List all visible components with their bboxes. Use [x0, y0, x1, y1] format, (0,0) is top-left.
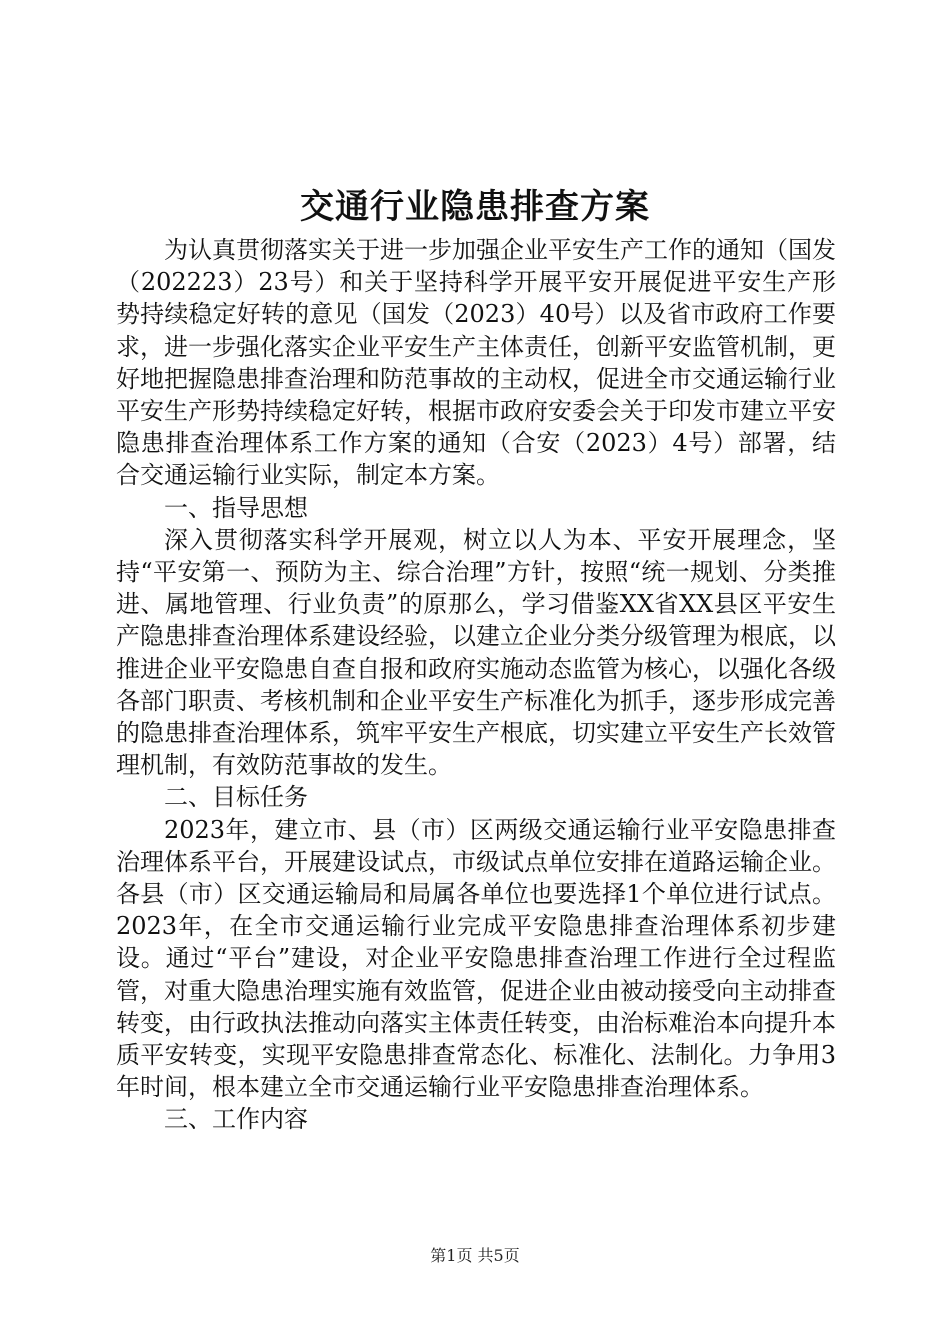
document-title: 交通行业隐患排查方案: [300, 187, 650, 227]
guiding-ideology-paragraph: 深入贯彻落实科学开展观，树立以人为本、平安开展理念，坚持“平安第一、预防为主、综合治理”方针，按照“统一规划、分类推进、属地管理、行业负责”的原那么，学习借鉴XX省XX县区平安生产隐患排查治理体系建设经验，以建立企业分类分级管理为根底，以推进企业平安隐患自查自报和政府实施动态监管为核心，以强化各级各部门职责、考核机制和企业平安生产标准化为抓手，逐步形成完善的隐患排查治理体系，筑牢平安生产根底，切实建立平安生产长效管理机制，有效防范事故的发生。: [116, 525, 836, 780]
section-heading-goals: 二、目标任务: [164, 783, 308, 812]
goals-paragraph: 2023年，建立市、县（市）区两级交通运输行业平安隐患排查治理体系平台，开展建设试点，市级试点单位安排在道路运输企业。各县（市）区交通运输局和局属各单位也要选择1个单位进行试点。2023年，在全市交通运输行业完成平安隐患排查治理体系初步建设。通过“平台”建设，对企业平安隐患排查治理工作进行全过程监管，对重大隐患治理实施有效监管，促进企业由被动接受向主动排查转变，由行政执法推动向落实主体责任转变，由治标难治本向提升本质平安转变，实现平安隐患排查常态化、标准化、法制化。力争用3年时间，根本建立全市交通运输行业平安隐患排查治理体系。: [116, 815, 836, 1102]
section-heading-guiding-ideology: 一、指导思想: [164, 493, 308, 522]
document-body: [116, 234, 836, 1136]
section-heading-work-content: 三、工作内容: [164, 1105, 308, 1134]
intro-paragraph: 为认真贯彻落实关于进一步加强企业平安生产工作的通知（国发（202223）23号）和关于坚持科学开展平安开展促进平安生产形势持续稳定好转的意见（国发（2023）40号）以及省市政府工作要求，进一步强化落实企业平安生产主体责任，创新平安监管机制，更好地把握隐患排查治理和防范事故的主动权，促进全市交通运输行业平安生产形势持续稳定好转，根据市政府安委会关于印发市建立平安隐患排查治理体系工作方案的通知（合安（2023）4号）部署，结合交通运输行业实际，制定本方案。: [116, 236, 836, 490]
page-number-footer: 第1页 共5页: [430, 1246, 520, 1265]
